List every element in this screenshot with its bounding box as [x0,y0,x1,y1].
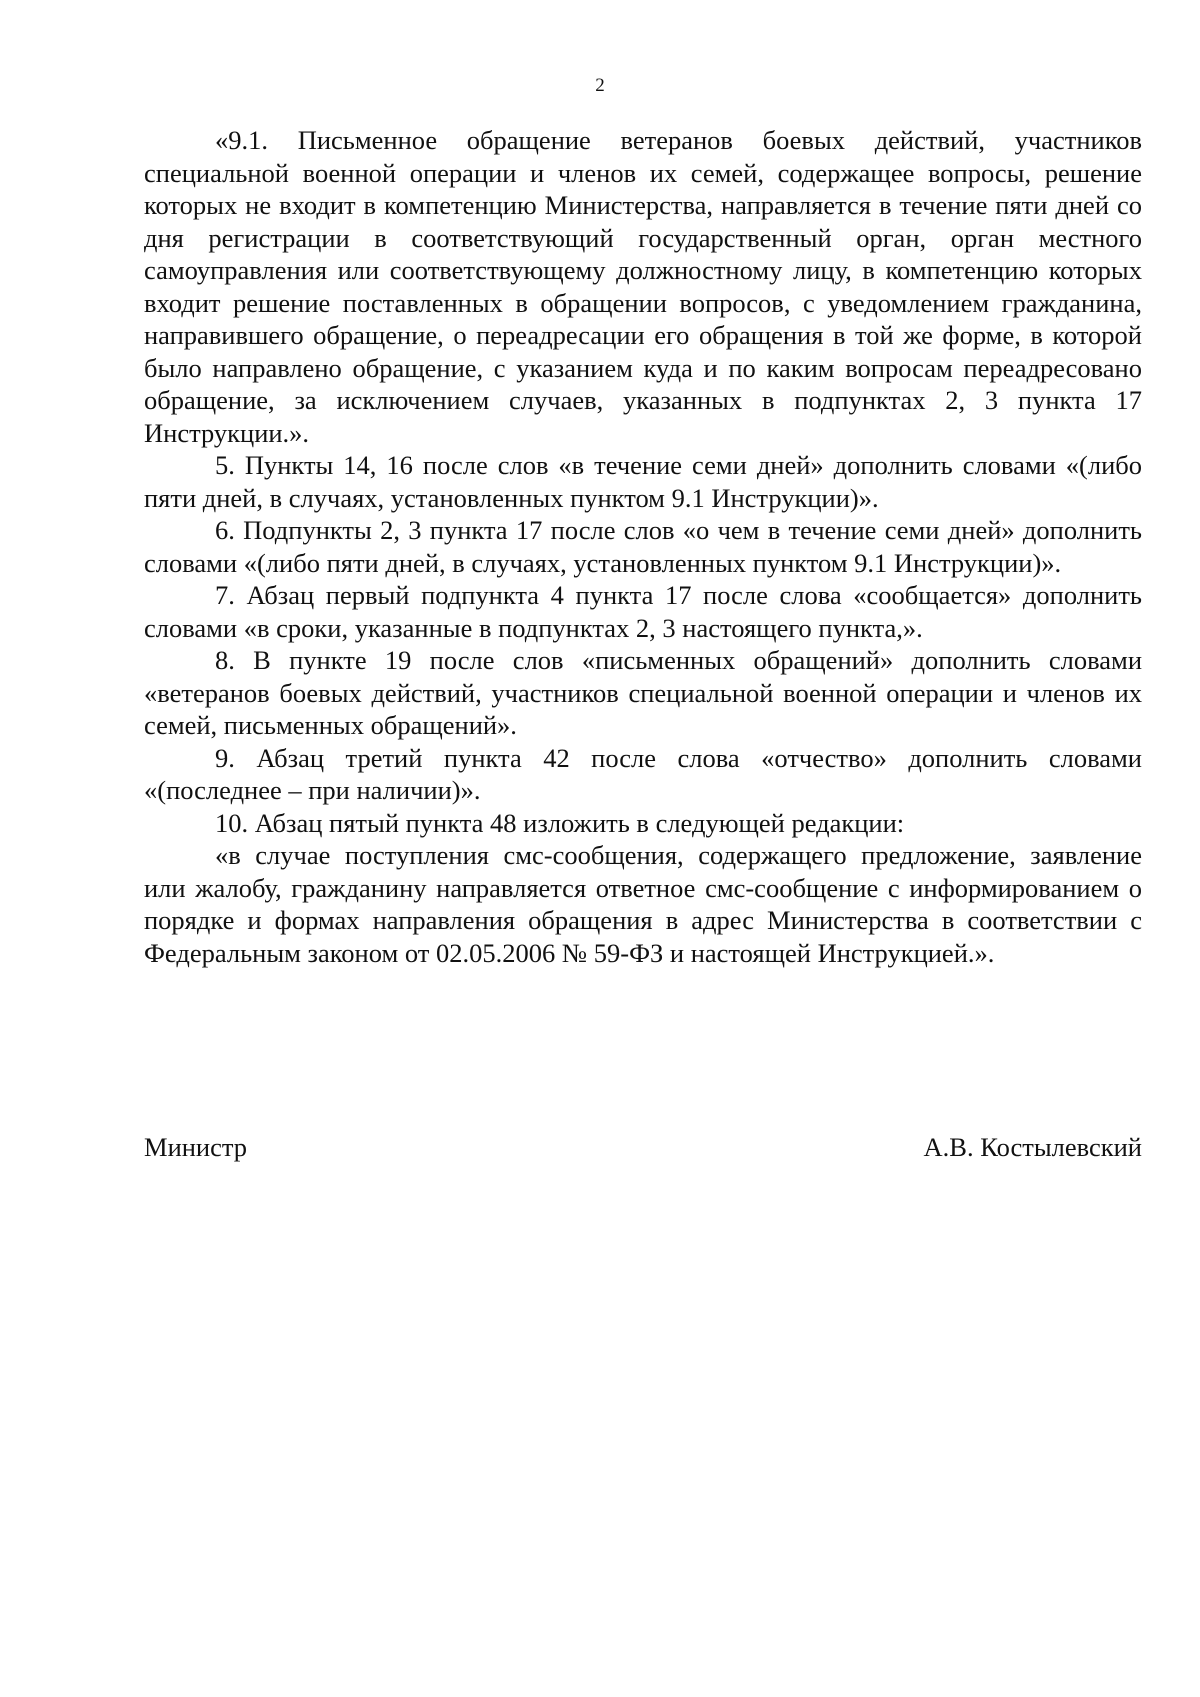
signatory-position: Министр [144,1132,248,1162]
paragraph-item-6: 6. Подпункты 2, 3 пункта 17 после слов «о чем в течение семи дней» дополнить словами «(либо пяти дней, в случаях, установленных пунктом 9.1 Инструкции)». [144,515,1142,578]
page-number: 2 [595,75,605,96]
document-body [144,124,1142,969]
paragraph-item-7: 7. Абзац первый подпункта 4 пункта 17 после слова «сообщается» дополнить словами «в сроки, указанные в подпунктах 2, 3 настоящего пункта,». [144,580,1142,643]
paragraph-item-10: 10. Абзац пятый пункта 48 изложить в следующей редакции: [215,807,905,838]
paragraph-9-1: «9.1. Письменное обращение ветеранов боевых действий, участников специальной военной операции и членов их семей, содержащее вопросы, решение которых не входит в компетенцию Министерства, направляется в течение пяти дней со дня регистрации в соответствующий государственный орган, орган местного самоуправления или соответствующему должностному лицу, в компетенцию которых входит решение поставленных в обращении вопросов, с уведомлением гражданина, направившего обращение, о переадресации его обращения в той же форме, в которой было направлено обращение, с указанием куда и по каким вопросам переадресовано обращение, за исключением случаев, указанных в подпунктах 2, 3 пункта 17 Инструкции.». [144,125,1142,448]
signatory-name: А.В. Костылевский [923,1132,1142,1162]
signature-block [144,1131,1142,1163]
paragraph-item-8: 8. В пункте 19 после слов «письменных обращений» дополнить словами «ветеранов боевых действий, участников специальной военной операции и членов их семей, письменных обращений». [144,645,1142,740]
paragraph-item-5: 5. Пункты 14, 16 после слов «в течение семи дней» дополнить словами «(либо пяти дней, в случаях, установленных пунктом 9.1 Инструкции)». [144,450,1142,513]
paragraph-item-10-quote: «в случае поступления смс-сообщения, содержащего предложение, заявление или жалобу, гражданину направляется ответное смс-сообщение с информированием о порядке и формах направления обращения в адрес Министерства в соответствии с Федеральным законом от 02.05.2006 № 59-ФЗ и настоящей Инструкцией.». [144,840,1142,968]
paragraph-item-9: 9. Абзац третий пункта 42 после слова «отчество» дополнить словами «(последнее – при наличии)». [144,742,1142,805]
